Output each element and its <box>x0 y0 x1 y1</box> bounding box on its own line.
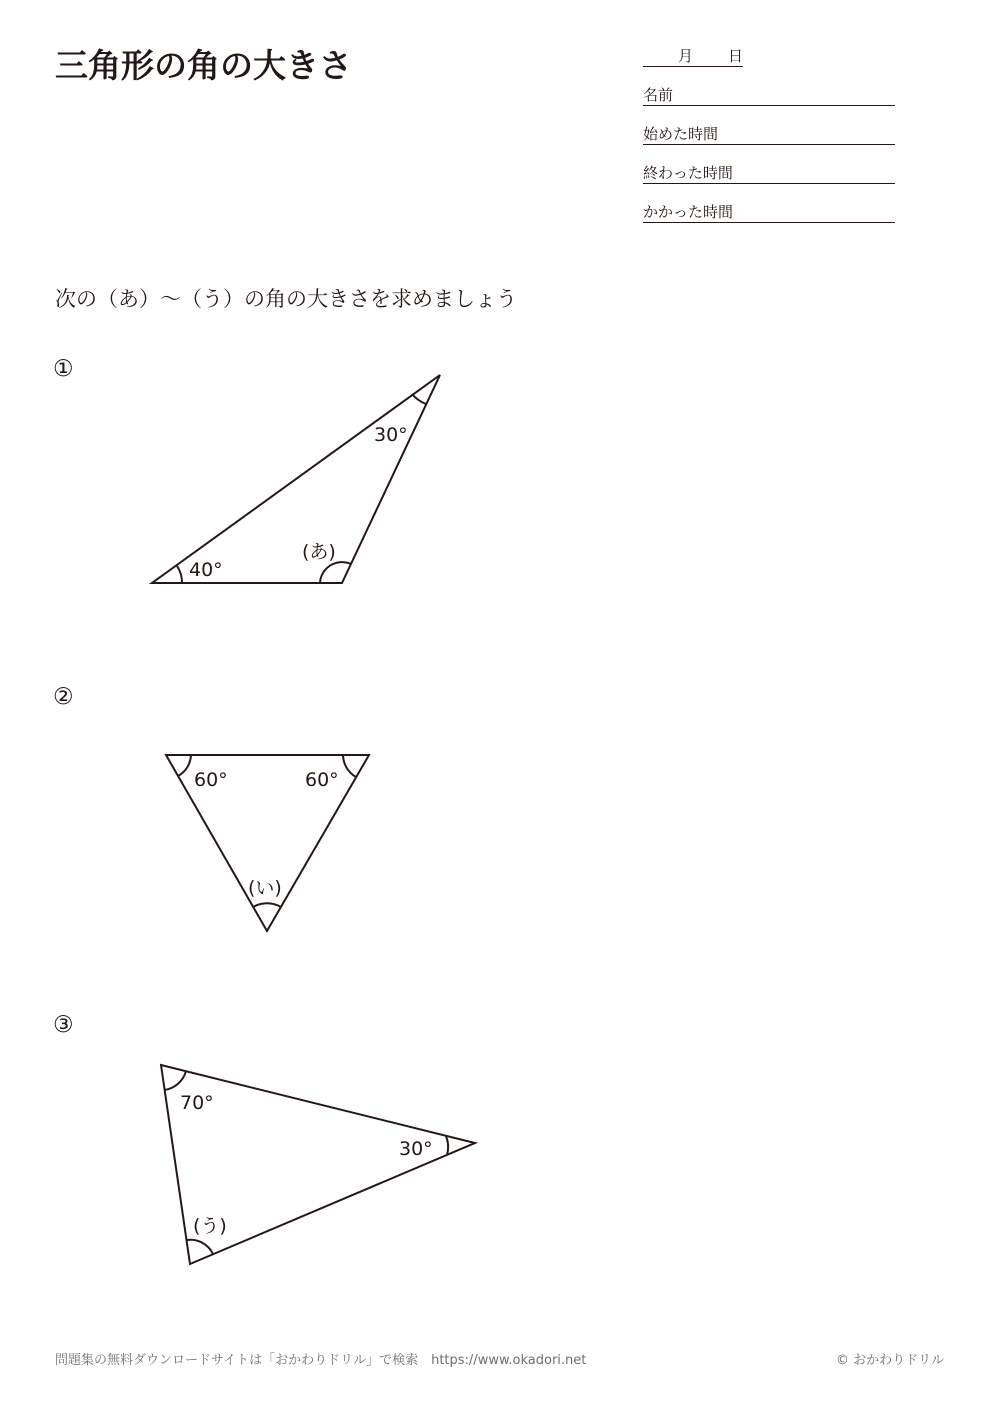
footer-site-text: 問題集の無料ダウンロードサイトは「おかわりドリル」で検索 https://www.okadori.net <box>55 1353 587 1368</box>
triangle-3-label-right: 30° <box>399 1138 433 1160</box>
footer-copyright: © おかわりドリル <box>836 1353 945 1368</box>
triangle-3-arc-bottom <box>187 1240 213 1254</box>
problem-1-number: ① <box>53 356 74 382</box>
triangle-1-label-top: 30° <box>374 424 408 446</box>
triangle-2-label-right: 60° <box>305 769 339 791</box>
problem-2-number: ② <box>53 684 74 710</box>
end-time-label: 終わった時間 <box>643 164 733 182</box>
triangle-3-arc-right <box>446 1136 448 1155</box>
day-label: 日 <box>728 47 744 65</box>
start-time-label: 始めた時間 <box>643 125 719 143</box>
triangle-3-label-top: 70° <box>180 1092 214 1114</box>
triangle-3-arc-top <box>164 1071 186 1090</box>
triangle-1 <box>152 375 440 583</box>
triangle-1-label-left: 40° <box>189 559 223 581</box>
triangle-1-arc-top <box>412 394 426 404</box>
instruction-text: 次の（あ）～（う）の角の大きさを求めましょう <box>55 287 517 311</box>
triangle-2-arc-left <box>178 755 191 776</box>
triangle-2-label-left: 60° <box>194 769 228 791</box>
triangle-2-arc-right <box>343 755 356 777</box>
triangle-1-label-unknown: (あ) <box>302 541 336 563</box>
page-title: 三角形の角の大きさ <box>55 46 352 85</box>
triangle-3-label-unknown: (う) <box>193 1215 227 1237</box>
triangle-2-label-unknown: (い) <box>248 877 282 899</box>
triangle-1-arc-left <box>177 566 182 583</box>
problem-3-number: ③ <box>53 1012 74 1038</box>
elapsed-time-label: かかった時間 <box>643 203 734 221</box>
name-label: 名前 <box>643 86 674 104</box>
triangle-2-arc-bottom <box>253 903 281 907</box>
month-label: 月 <box>678 47 694 65</box>
